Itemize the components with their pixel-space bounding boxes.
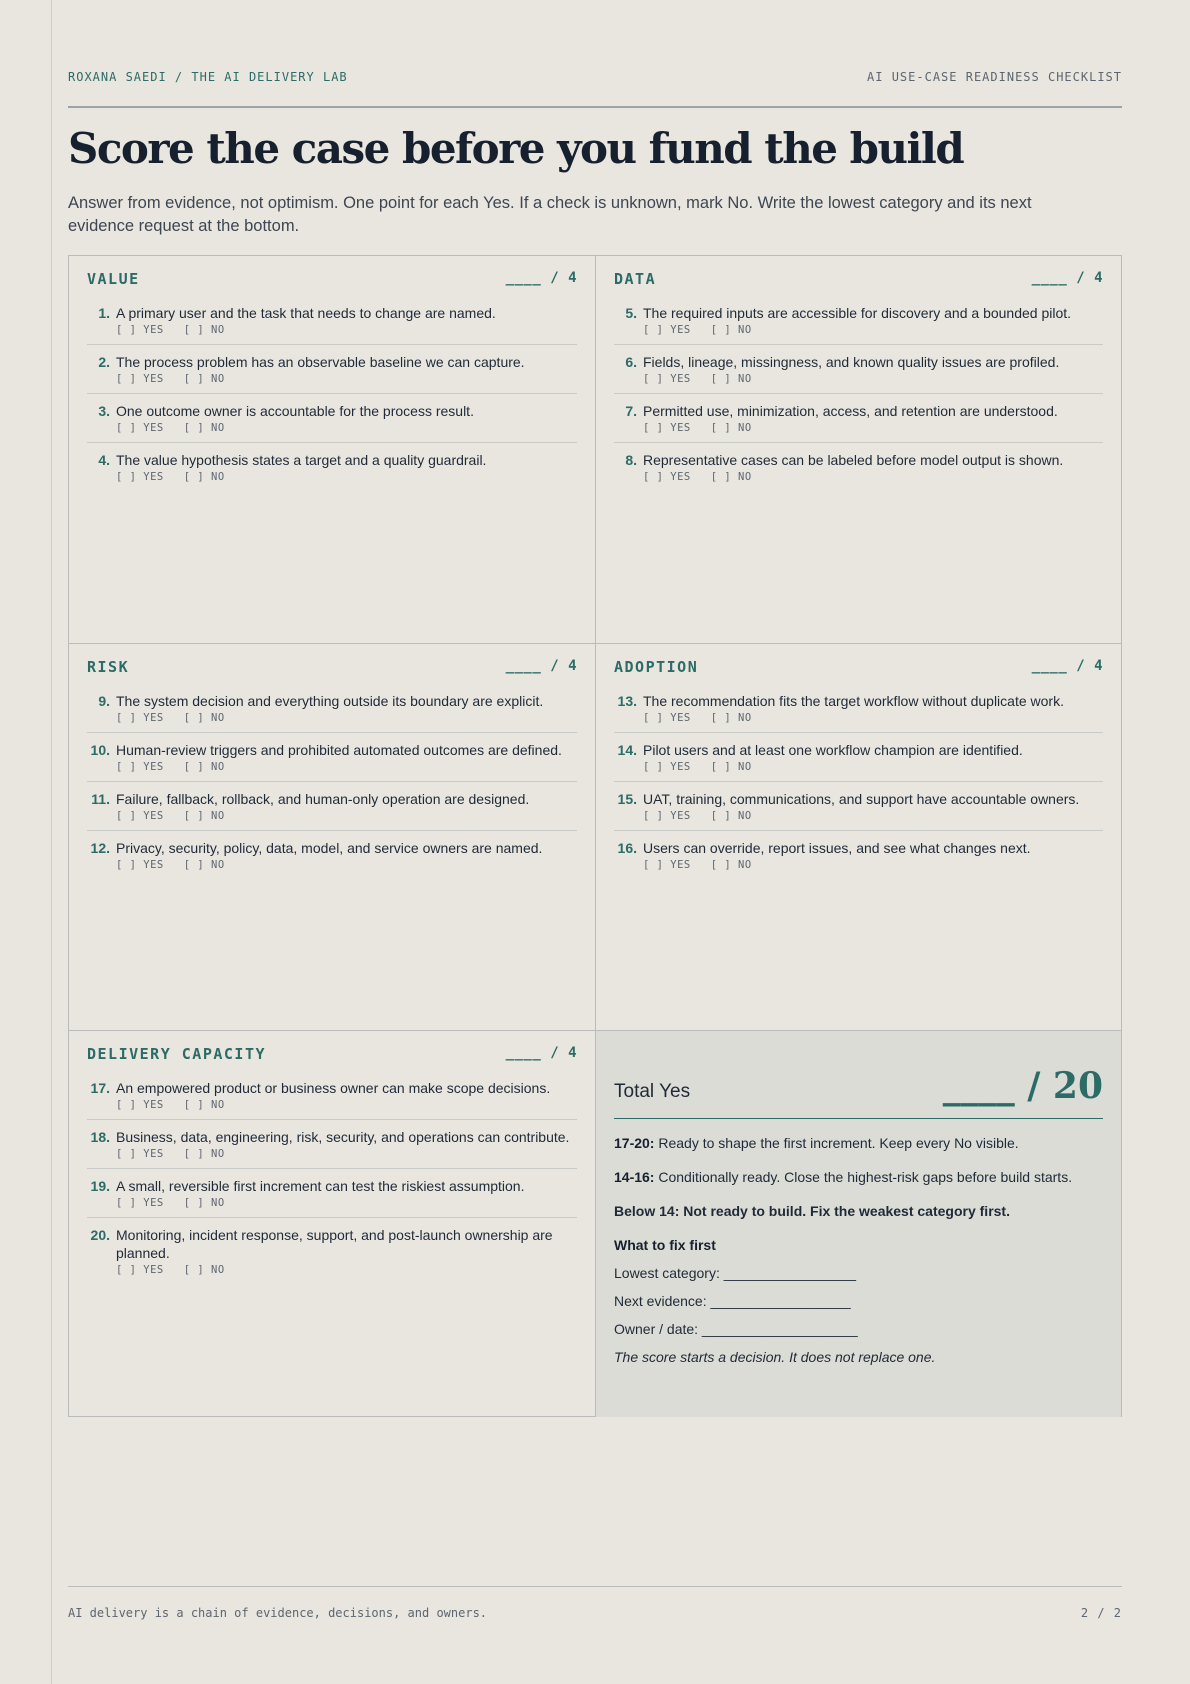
category-score-field[interactable]: ____ / 4	[505, 270, 577, 286]
no-checkbox[interactable]: [ ] NO	[183, 712, 225, 724]
answer-options	[116, 712, 577, 724]
header-divider	[68, 106, 1122, 108]
item-text: An empowered product or business owner can make scope decisions.	[116, 1080, 551, 1096]
item-text: Human-review triggers and prohibited automated outcomes are defined.	[116, 742, 562, 758]
no-checkbox[interactable]: [ ] NO	[183, 810, 225, 822]
checklist-item	[87, 1128, 577, 1169]
yes-checkbox[interactable]: [ ] YES	[116, 810, 164, 822]
checklist-item	[614, 741, 1103, 782]
item-number: 5.	[625, 305, 637, 321]
category-score-field[interactable]: ____ / 4	[505, 1045, 577, 1061]
category-name: VALUE	[87, 270, 140, 288]
item-number: 9.	[98, 693, 110, 709]
checklist-grid	[68, 255, 1122, 1417]
no-checkbox[interactable]: [ ] NO	[183, 859, 225, 871]
yes-checkbox[interactable]: [ ] YES	[643, 324, 691, 336]
checklist-item	[87, 451, 577, 491]
item-text: The process problem has an observable baseline we can capture.	[116, 354, 525, 370]
yes-checkbox[interactable]: [ ] YES	[643, 810, 691, 822]
yes-checkbox[interactable]: [ ] YES	[116, 1197, 164, 1209]
category-adoption	[595, 643, 1121, 1030]
checklist-item	[87, 1079, 577, 1120]
answer-options	[116, 761, 577, 773]
category-score-field[interactable]: ____ / 4	[505, 658, 577, 674]
item-number: 16.	[617, 840, 637, 856]
no-checkbox[interactable]: [ ] NO	[183, 471, 225, 483]
category-name: ADOPTION	[614, 658, 699, 676]
item-number: 15.	[617, 791, 637, 807]
no-checkbox[interactable]: [ ] NO	[183, 422, 225, 434]
answer-options	[116, 1099, 577, 1111]
item-text: The recommendation fits the target workflow without duplicate work.	[643, 693, 1064, 709]
yes-checkbox[interactable]: [ ] YES	[643, 471, 691, 483]
checklist-item	[87, 1226, 577, 1284]
score-band-mid	[614, 1167, 1103, 1187]
answer-options	[116, 1197, 577, 1209]
yes-checkbox[interactable]: [ ] YES	[116, 422, 164, 434]
category-header	[87, 658, 577, 680]
item-number: 6.	[625, 354, 637, 370]
band-range: 17-20:	[614, 1135, 655, 1151]
checklist-item	[87, 790, 577, 831]
category-header	[614, 658, 1103, 680]
page-number: 2 / 2	[1080, 1606, 1122, 1620]
page-footer	[68, 1606, 1122, 1622]
answer-options	[643, 810, 1103, 822]
item-text: One outcome owner is accountable for the process result.	[116, 403, 474, 419]
answer-options	[116, 1264, 577, 1276]
band-text: Ready to shape the first increment. Keep every No visible.	[658, 1135, 1019, 1151]
answer-options	[643, 373, 1103, 385]
no-checkbox[interactable]: [ ] NO	[710, 712, 752, 724]
item-number: 14.	[617, 742, 637, 758]
no-checkbox[interactable]: [ ] NO	[710, 324, 752, 336]
item-number: 10.	[90, 742, 110, 758]
item-text: Pilot users and at least one workflow champion are identified.	[643, 742, 1023, 758]
no-checkbox[interactable]: [ ] NO	[183, 373, 225, 385]
checklist-item	[614, 839, 1103, 879]
yes-checkbox[interactable]: [ ] YES	[116, 471, 164, 483]
answer-options	[643, 712, 1103, 724]
category-name: RISK	[87, 658, 130, 676]
item-text: A small, reversible first increment can test the riskiest assumption.	[116, 1178, 525, 1194]
category-delivery-capacity	[69, 1030, 595, 1417]
item-number: 8.	[625, 452, 637, 468]
item-number: 19.	[90, 1178, 110, 1194]
page-margin-rule	[51, 0, 52, 1684]
no-checkbox[interactable]: [ ] NO	[710, 810, 752, 822]
checklist-page	[68, 0, 1122, 1684]
checklist-item	[614, 692, 1103, 733]
category-risk	[69, 643, 595, 1030]
answer-options	[643, 859, 1103, 871]
yes-checkbox[interactable]: [ ] YES	[643, 422, 691, 434]
no-checkbox[interactable]: [ ] NO	[710, 422, 752, 434]
checklist-item	[87, 304, 577, 345]
checklist-item	[87, 692, 577, 733]
band-text: Conditionally ready. Close the highest-risk gaps before build starts.	[658, 1169, 1073, 1185]
checklist-item	[87, 741, 577, 782]
answer-options	[643, 761, 1103, 773]
answer-options	[643, 471, 1103, 483]
instructions-text: Answer from evidence, not optimism. One point for each Yes. If a check is unknown, mark No. Write the lowest category and its next evidence request at the bottom.	[68, 194, 1032, 235]
no-checkbox[interactable]: [ ] NO	[710, 859, 752, 871]
item-text: Monitoring, incident response, support, and post-launch ownership are planned.	[116, 1227, 553, 1261]
item-number: 11.	[91, 791, 110, 807]
yes-checkbox[interactable]: [ ] YES	[116, 324, 164, 336]
category-header	[87, 1045, 577, 1067]
page-title: Score the case before you fund the build	[68, 124, 964, 173]
item-number: 18.	[90, 1129, 110, 1145]
lowest-category-field[interactable]: Lowest category: _________________	[614, 1265, 857, 1281]
total-score-panel	[595, 1030, 1121, 1417]
checklist-item	[87, 402, 577, 443]
checklist-item	[614, 304, 1103, 345]
category-score-field[interactable]: ____ / 4	[1031, 658, 1103, 674]
yes-checkbox[interactable]: [ ] YES	[116, 761, 164, 773]
page-header	[68, 70, 1122, 86]
item-number: 7.	[625, 403, 637, 419]
yes-checkbox[interactable]: [ ] YES	[116, 859, 164, 871]
answer-options	[116, 810, 577, 822]
total-score-field[interactable]: ____ / 20	[942, 1065, 1103, 1107]
no-checkbox[interactable]: [ ] NO	[183, 1264, 225, 1276]
item-text: Permitted use, minimization, access, and retention are understood.	[643, 403, 1058, 419]
category-header	[87, 270, 577, 292]
checklist-item	[87, 353, 577, 394]
no-checkbox[interactable]: [ ] NO	[183, 761, 225, 773]
answer-options	[116, 324, 577, 336]
category-header	[614, 270, 1103, 292]
yes-checkbox[interactable]: [ ] YES	[643, 712, 691, 724]
document-type-label: AI USE-CASE READINESS CHECKLIST	[867, 70, 1122, 84]
item-text: Representative cases can be labeled before model output is shown.	[643, 452, 1064, 468]
total-label: Total Yes	[614, 1081, 691, 1102]
category-value	[69, 256, 595, 643]
item-text: The value hypothesis states a target and a quality guardrail.	[116, 452, 487, 468]
fix-first-heading: What to fix first	[614, 1237, 716, 1253]
item-number: 17.	[90, 1080, 110, 1096]
checklist-item	[87, 1177, 577, 1218]
item-text: Fields, lineage, missingness, and known quality issues are profiled.	[643, 354, 1060, 370]
footer-divider	[68, 1586, 1122, 1587]
checklist-item	[614, 451, 1103, 491]
category-name: DELIVERY CAPACITY	[87, 1045, 267, 1063]
checklist-item	[87, 839, 577, 879]
yes-checkbox[interactable]: [ ] YES	[116, 1148, 164, 1160]
score-band-high	[614, 1133, 1103, 1153]
yes-checkbox[interactable]: [ ] YES	[116, 1099, 164, 1111]
item-text: The system decision and everything outside its boundary are explicit.	[116, 693, 544, 709]
item-text: Failure, fallback, rollback, and human-only operation are designed.	[116, 791, 530, 807]
owner-date-field[interactable]: Owner / date: ____________________	[614, 1321, 858, 1337]
no-checkbox[interactable]: [ ] NO	[183, 1099, 225, 1111]
answer-options	[116, 422, 577, 434]
item-text: UAT, training, communications, and support have accountable owners.	[643, 791, 1080, 807]
score-band-low: Below 14: Not ready to build. Fix the weakest category first.	[614, 1203, 1010, 1219]
item-text: Business, data, engineering, risk, security, and operations can contribute.	[116, 1129, 570, 1145]
item-number: 4.	[98, 452, 110, 468]
band-range: 14-16:	[614, 1169, 655, 1185]
answer-options	[116, 471, 577, 483]
checklist-item	[614, 790, 1103, 831]
author-lab-label: ROXANA SAEDI / THE AI DELIVERY LAB	[68, 70, 348, 84]
item-number: 13.	[617, 693, 637, 709]
yes-checkbox[interactable]: [ ] YES	[643, 761, 691, 773]
yes-checkbox[interactable]: [ ] YES	[643, 373, 691, 385]
yes-checkbox[interactable]: [ ] YES	[643, 859, 691, 871]
item-number: 3.	[98, 403, 110, 419]
answer-options	[116, 859, 577, 871]
item-text: Users can override, report issues, and see what changes next.	[643, 840, 1031, 856]
yes-checkbox[interactable]: [ ] YES	[116, 373, 164, 385]
no-checkbox[interactable]: [ ] NO	[710, 761, 752, 773]
closing-note: The score starts a decision. It does not replace one.	[614, 1349, 936, 1365]
item-text: Privacy, security, policy, data, model, and service owners are named.	[116, 840, 543, 856]
item-text: A primary user and the task that needs to change are named.	[116, 305, 496, 321]
item-text: The required inputs are accessible for discovery and a bounded pilot.	[643, 305, 1072, 321]
checklist-item	[614, 353, 1103, 394]
yes-checkbox[interactable]: [ ] YES	[116, 712, 164, 724]
answer-options	[116, 1148, 577, 1160]
category-score-field[interactable]: ____ / 4	[1031, 270, 1103, 286]
yes-checkbox[interactable]: [ ] YES	[116, 1264, 164, 1276]
no-checkbox[interactable]: [ ] NO	[183, 1148, 225, 1160]
answer-options	[643, 324, 1103, 336]
category-data	[595, 256, 1121, 643]
answer-options	[643, 422, 1103, 434]
total-row	[614, 1049, 1103, 1119]
footer-tagline: AI delivery is a chain of evidence, decisions, and owners.	[68, 1606, 488, 1620]
item-number: 20.	[90, 1227, 110, 1243]
no-checkbox[interactable]: [ ] NO	[183, 1197, 225, 1209]
no-checkbox[interactable]: [ ] NO	[183, 324, 225, 336]
next-evidence-field[interactable]: Next evidence: __________________	[614, 1293, 851, 1309]
no-checkbox[interactable]: [ ] NO	[710, 373, 752, 385]
category-name: DATA	[614, 270, 657, 288]
no-checkbox[interactable]: [ ] NO	[710, 471, 752, 483]
item-number: 12.	[90, 840, 110, 856]
checklist-item	[614, 402, 1103, 443]
answer-options	[116, 373, 577, 385]
item-number: 1.	[98, 305, 110, 321]
item-number: 2.	[98, 354, 110, 370]
